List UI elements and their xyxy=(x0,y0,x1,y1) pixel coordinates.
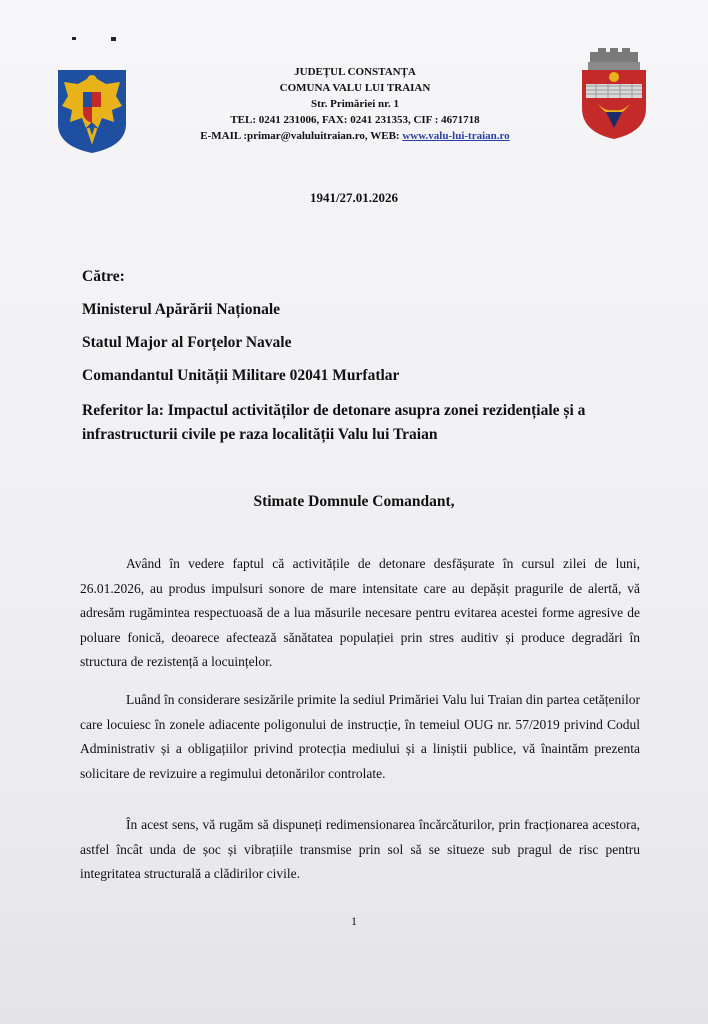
reference-subject: Referitor la: Impactul activităților de detonare asupra zonei rezidențiale și a infrastructurii civile pe raza localității Valu lui Traian xyxy=(82,402,586,443)
commune-coat-of-arms-emblem xyxy=(578,48,650,140)
page-number: 1 xyxy=(351,914,357,928)
letterhead xyxy=(150,64,560,144)
salutation: Stimate Domnule Comandant, xyxy=(253,493,455,510)
body-paragraph-2: Luând în considerare sesizările primite la sediul Primăriei Valu lui Traian din partea cetățenilor care locuiesc în zonele adiacente poligonului de instrucție, în temeiul OUG nr. 57/2019 privind Codul Administrativ și a obligațiilor privind protecția mediului și a liniștii publice, vă înaintăm prezenta solicitare de revizuire a regimului detonărilor controlate. xyxy=(80,692,640,781)
punch-mark xyxy=(111,37,116,41)
email-text: E-MAIL :primar@valuluitraian.ro, WEB: xyxy=(200,130,403,142)
addressee-commander: Comandantul Unității Militare 02041 Murfatlar xyxy=(82,367,400,384)
email-web-line xyxy=(150,128,560,144)
punch-mark xyxy=(72,37,76,40)
to-label: Către: xyxy=(82,268,125,285)
phone-fax-cif: TEL: 0241 231006, FAX: 0241 231353, CIF : 4671718 xyxy=(230,114,480,126)
commune-name: COMUNA VALU LUI TRAIAN xyxy=(279,82,431,94)
addressee-ministry: Ministerul Apărării Naționale xyxy=(82,301,281,318)
county-name: JUDEȚUL CONSTANȚA xyxy=(294,66,416,78)
addressee-staff: Statul Major al Forțelor Navale xyxy=(82,334,292,351)
body-paragraph-1: Având în vedere faptul că activitățile de detonare desfășurate în cursul zilei de luni, 26.01.2026, au produs impulsuri sonore de mare intensitate care au depășit pragurile de alertă, vă adresăm rugămintea respectuoasă de a lua măsurile necesare pentru evitarea acestei forme agresive de poluare fonică, deoarece afectează sănătatea populației prin stres auditiv și produce degradări în structura de rezistență a locuințelor. xyxy=(80,556,640,669)
website-link[interactable]: www.valu-lui-traian.ro xyxy=(402,130,510,142)
registration-number: 1941/27.01.2026 xyxy=(309,190,399,205)
body-paragraph-3: În acest sens, vă rugăm să dispuneți redimensionarea încărcăturilor, prin fracționarea acestora, astfel încât unda de șoc și vibrațiile transmise prin sol să se situeze sub pragul de risc pentru integritatea structurală a clădirilor civile. xyxy=(80,817,640,881)
street-address: Str. Primăriei nr. 1 xyxy=(310,98,400,110)
romania-coat-of-arms-emblem xyxy=(56,66,128,154)
